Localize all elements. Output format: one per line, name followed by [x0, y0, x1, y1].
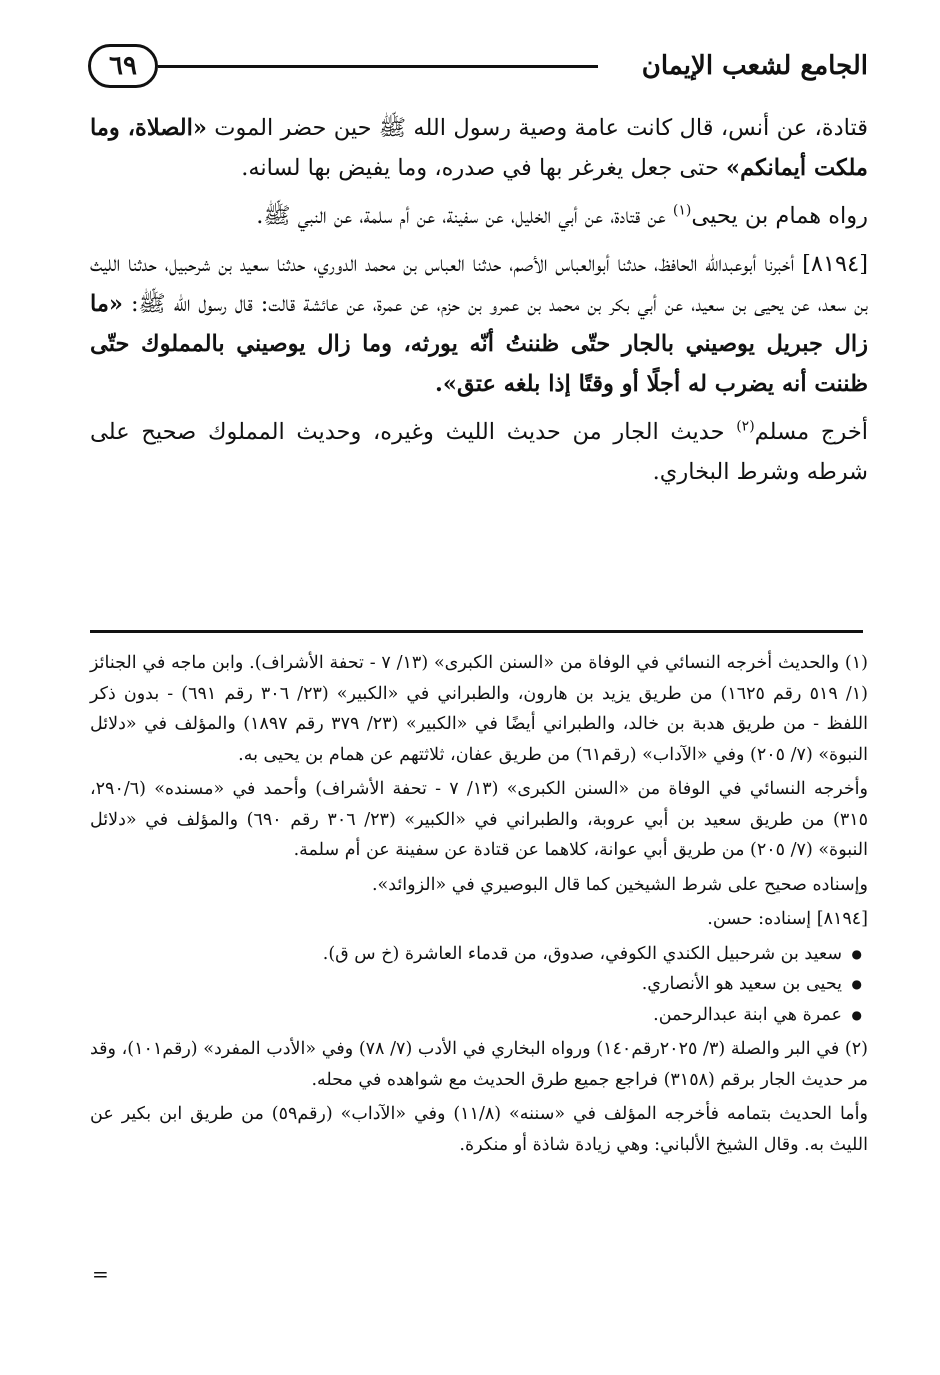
paragraph-2 [90, 196, 868, 236]
paragraph-1-end: حتى جعل يغرغر بها في صدره، وما يفيض بها لسانه. [241, 155, 727, 181]
continuation-mark: = [92, 1262, 109, 1286]
footnote-2-cont: وأما الحديث بتمامه فأخرجه المؤلف في «سننه» (١١/٨) وفي «الآداب» (رقم٥٩) من طريق ابن بكير عن الليث به. وقال الشيخ الألباني: وهي زيادة شاذة أو منكرة. [90, 1104, 868, 1155]
paragraph-4-end: حديث الجار من حديث الليث وغيره، وحديث المملوك صحيح على شرطه وشرط البخاري. [90, 419, 868, 485]
hadith-quote-2: «ما زال جبريل يوصيني بالجار حتّى ظننتُ أنّه يورثه، وما زال يوصيني بالمملوك حتّى ظننت أنه يضرب له أجلًا أو وقتًا إذا بلغه عتق». [90, 291, 868, 397]
list-item: ● يحيى بن سعيد هو الأنصاري. [90, 969, 842, 1000]
paragraph-4-text: أخرج مسلم [754, 419, 868, 445]
footnote-ref-2: (٢) [736, 418, 755, 435]
list-item: ● عمرة هي ابنة عبدالرحمن. [90, 1000, 842, 1031]
narrator-list [90, 939, 868, 1031]
hadith-quote-1: «الصلاة، وما ملكت أيمانكم» [90, 115, 868, 181]
page-header [88, 38, 868, 98]
isnad-grading: [٨١٩٤] إسناده: حسن. [707, 909, 868, 929]
header-rule [158, 65, 598, 68]
footnote-divider [90, 630, 863, 633]
paragraph-1-text: قتادة، عن أنس، قال كانت عامة وصية رسول الله ﷺ حين حضر الموت [206, 115, 868, 141]
paragraph-2-text: رواه همام بن يحيى [691, 203, 868, 229]
footnote-1-cont: وأخرجه النسائي في الوفاة من «السنن الكبرى» (١٣/ ٧ - تحفة الأشراف) وأحمد في «مسنده» (٢٩٠/٦، ٣١٥) من طريق سعيد بن أبي عروبة، والطبراني في «الكبير» (٢٣/ ٣٠٦ رقم ٦٩٠) والمؤلف في «دلائل النبوة» (٧/ ٢٠٥) من طريق أبي عوانة، كلاهما عن قتادة عن سفينة عن أم سلمة. [90, 779, 869, 860]
footnote-1-grading: وإسناده صحيح على شرط الشيخين كما قال البوصيري في «الزوائد». [371, 874, 868, 895]
paragraph-1 [90, 108, 868, 188]
footnote-1: (١) والحديث أخرجه النسائي في الوفاة من «السنن الكبرى» (١٣/ ٧ - تحفة الأشراف). وابن ماجه في الجنائز (١/ ٥١٩ رقم ١٦٢٥) من طريق يزيد بن هارون، والطبراني في «الكبير» (٢٣/ ٣٠٦ رقم ٦٩١) - بدون ذكر اللفظ - من طريق هدبة بن خالد، والطبراني أيضًا في «الكبير» (٢٣/ ٣٧٩ رقم ١٨٩٧) والمؤلف في «دلائل النبوة» (٧/ ٢٠٥) وفي «الآداب» (رقم٦١) من طريق عفان، ثلاثتهم عن همام بن يحيى به. [90, 653, 868, 765]
list-item: ● سعيد بن شرحبيل الكندي الكوفي، صدوق، من قدماء العاشرة (خ س ق). [90, 939, 842, 970]
paragraph-2-end: عن قتادة، عن أبي الخليل، عن سفينة، عن أم سلمة، عن النبي ﷺ. [256, 203, 673, 229]
footnotes [90, 648, 868, 1164]
page-number: ٦٩ [88, 44, 158, 88]
isnad-text: [٨١٩٤] أخبرنا أبوعبدالله الحافظ، حدثنا أبوالعباس الأصم، حدثنا العباس بن محمد الدوري، حدثنا سعيد بن شرحبيل، حدثنا الليث بن سعد، عن يحيى بن سعيد، عن أبي بكر بن محمد بن عمرو بن حزم، عن عمرة، عن عائشة قالت: قال رسول الله ﷺ: [90, 251, 868, 317]
main-text [90, 108, 868, 500]
book-title: الجامع لشعب الإيمان [641, 51, 868, 81]
paragraph-4 [90, 412, 868, 492]
footnote-2: (٢) في البر والصلة (٣/ ٢٠٢٥رقم١٤٠) ورواه البخاري في الأدب (٧/ ٧٨) وفي «الأدب المفرد» (رقم١٠١)، وقد مر حديث الجار برقم (٣١٥٨) فراجع جميع طرق الحديث مع شواهده في محله. [90, 1039, 868, 1090]
footnote-ref-1: (١) [672, 202, 692, 219]
paragraph-3 [90, 244, 868, 404]
